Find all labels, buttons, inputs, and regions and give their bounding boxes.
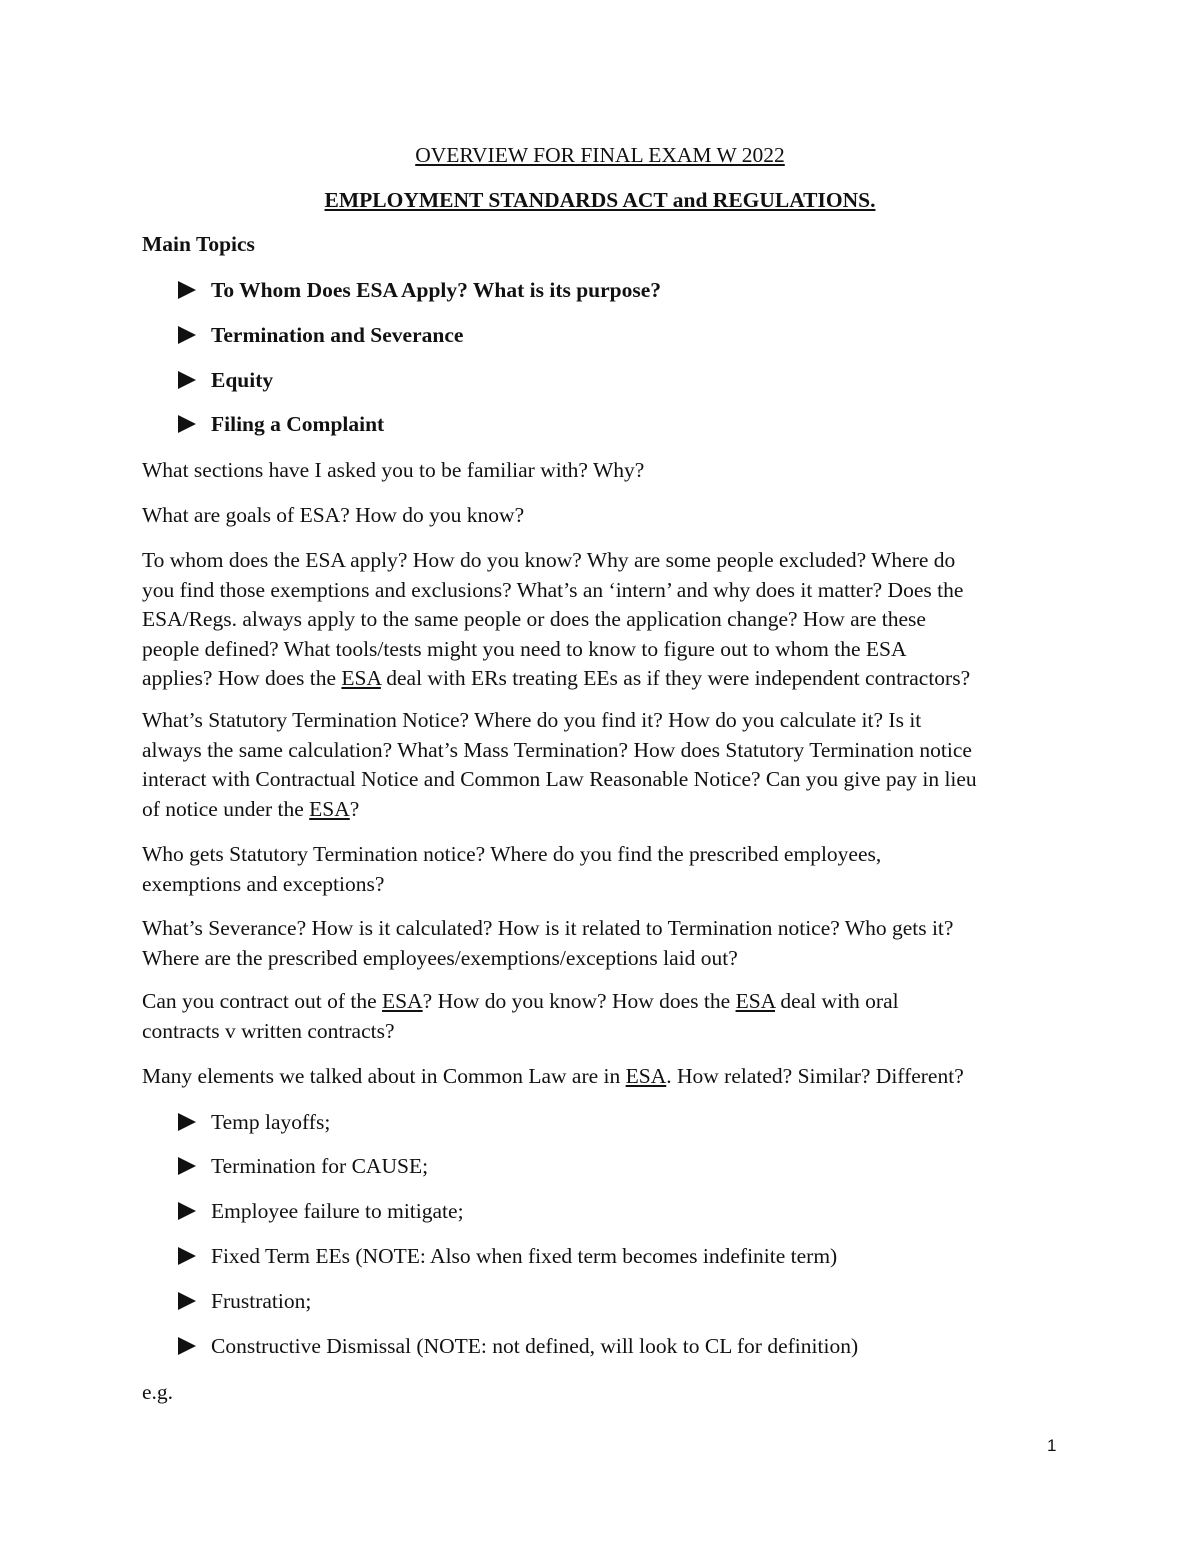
topic-item-label: Filing a Complaint [211,412,385,436]
document-subtitle: EMPLOYMENT STANDARDS ACT and REGULATIONS. [324,188,876,212]
paragraph-line: people defined? What tools/tests might you need to know to figure out to whom the ESA [142,636,907,661]
paragraph-termination-notice [142,706,1072,824]
bullet-arrow-icon [178,1292,196,1310]
bullet-arrow-icon [178,371,196,389]
paragraph-severance [142,914,1072,973]
text-run: Many elements we talked about in Common Law are in [142,1064,626,1088]
element-item [178,1332,858,1362]
text-run: deal with oral [775,989,899,1013]
paragraph-line [142,795,1072,825]
main-topics-heading: Main Topics [142,232,255,256]
element-item-label: Fixed Term EEs (NOTE: Also when fixed term becomes indefinite term) [211,1244,838,1268]
paragraph-line: exemptions and exceptions? [142,871,385,896]
esa-underlined: ESA [341,666,381,690]
paragraph-common-law [142,1062,964,1092]
text-run: applies? How does the [142,666,342,690]
eg-label: e.g. [142,1380,174,1404]
topic-item [178,410,384,440]
document-title: OVERVIEW FOR FINAL EXAM W 2022 [415,143,785,167]
element-item-label: Frustration; [211,1289,312,1313]
paragraph-who-gets-notice [142,840,1072,899]
paragraph-line: always the same calculation? What’s Mass Termination? How does Statutory Termination notice [142,737,972,762]
topic-item [178,321,463,351]
element-item-label: Temp layoffs; [211,1110,331,1134]
paragraph-line: you find those exemptions and exclusions? What’s an ‘intern’ and why does it matter? Does the [142,577,964,602]
topic-item [178,366,273,396]
paragraph-line: Who gets Statutory Termination notice? Where do you find the prescribed employees, [142,842,882,866]
text-run: ? How do you know? How does the [422,989,736,1013]
element-item [178,1108,330,1138]
bullet-arrow-icon [178,415,196,433]
paragraph-line: interact with Contractual Notice and Common Law Reasonable Notice? Can you give pay in lieu [142,767,977,791]
element-item-label: Employee failure to mitigate; [211,1199,464,1223]
bullet-arrow-icon [178,1202,196,1220]
bullet-arrow-icon [178,281,196,299]
page-number: 1 [1047,1436,1057,1455]
paragraph-line: ESA/Regs. always apply to the same people or does the application change? How are these [142,607,926,631]
esa-underlined: ESA [382,989,423,1013]
paragraph-to-whom [142,546,1072,694]
question-sections: What sections have I asked you to be familiar with? Why? [142,458,645,482]
element-item [178,1152,428,1182]
bullet-arrow-icon [178,1337,196,1355]
bullet-arrow-icon [178,326,196,344]
topic-item-label: Termination and Severance [211,323,464,347]
text-run: . How related? Similar? Different? [666,1064,964,1088]
bullet-arrow-icon [178,1157,196,1175]
paragraph-line: What’s Severance? How is it calculated? How is it related to Termination notice? Who gets it? [142,916,954,940]
esa-underlined: ESA [625,1064,667,1088]
element-item [178,1287,311,1317]
paragraph-line: What’s Statutory Termination Notice? Where do you find it? How do you calculate it? Is it [142,708,922,732]
esa-underlined: ESA [735,989,775,1013]
topic-item-label: Equity [211,368,274,392]
paragraph-line: Where are the prescribed employees/exemptions/exceptions laid out? [142,945,738,970]
text-run: Can you contract out of the [142,989,383,1013]
paragraph-line: To whom does the ESA apply? How do you know? Why are some people excluded? Where do [142,548,956,572]
element-item-label: Constructive Dismissal (NOTE: not defined, will look to CL for definition) [211,1334,859,1358]
bullet-arrow-icon [178,1247,196,1265]
paragraph-line [142,664,1072,694]
text-run: ? [349,796,360,821]
element-item-label: Termination for CAUSE; [211,1154,429,1178]
element-item [178,1242,837,1272]
topic-item [178,276,661,306]
text-run: of notice under the [142,796,310,821]
topic-item-label: To Whom Does ESA Apply? What is its purpose? [211,278,662,302]
paragraph-line: contracts v written contracts? [142,1018,395,1043]
bullet-arrow-icon [178,1113,196,1131]
paragraph-line [142,987,1072,1017]
esa-underlined: ESA [309,796,350,821]
element-item [178,1197,464,1227]
text-run: deal with ERs treating EEs as if they were independent contractors? [380,666,971,690]
paragraph-contract-out [142,987,1072,1046]
question-goals: What are goals of ESA? How do you know? [142,503,525,527]
